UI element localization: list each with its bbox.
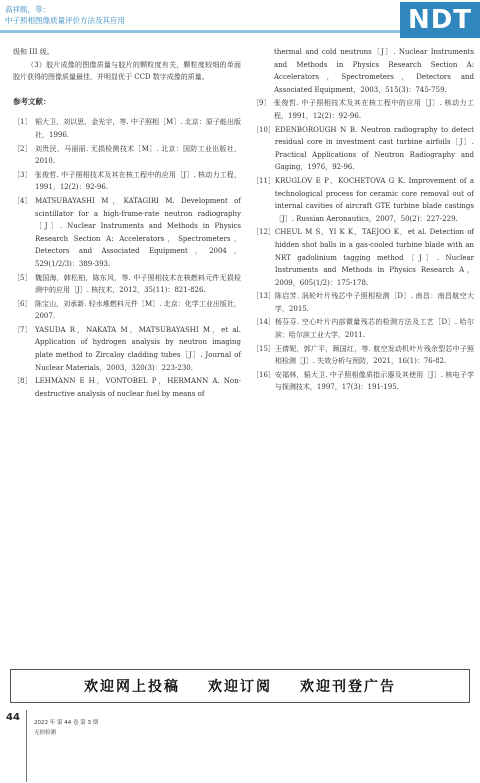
reference-text: 刘贵民，马丽丽. 无损检测技术［M］. 北京：国防工业出版社，2010. [35,144,241,166]
reference-number: ［13］ [252,292,275,301]
reference-text: thermal and cold neutrons［J］. Nuclear Instruments and Methods in Physics Research Section A: Accelerators，Spectrometers，Detectors and Associated Equipment，2003，515(3)：745-759. [274,48,474,94]
reference-text: MATSUBAYASHI M，KATAGIRI M. Development of scintillator for a high-frame-rate neutron radiography［J］. Nuclear Instruments and Methods in Physics Research Section A: Accelerators，Spectrometers，Detectors and Associated Equipment，2004，529(1/2/3)：389-393. [35,196,241,268]
reference-number: ［10］ [252,125,275,134]
banner-advertise: 欢迎刊登广告 [300,679,396,695]
reference-number: ［6］ [13,299,32,308]
reference-text: 韬大卫，刘以思，金光宇，等. 中子照相［M］. 北京：原子能出版社，1996. [35,118,241,139]
reference-text: 张俊哲. 中子照相技术及其在核工程中的应用［J］. 核动力工程，1991，12(2)：92-96. [274,99,474,120]
reference-item [13,169,241,194]
reference-text: 魏国海，韩松柏，陈东风，等. 中子照相技术在核燃料元件无损检测中的应用［J］. 核技术，2012，35(11)：821-826. [35,273,241,295]
reference-item [13,324,241,374]
reference-item [13,195,241,271]
reference-text: 陈宝山，刘承新. 轻水堆燃料元件［M］. 北京：化学工业出版社，2007. [35,299,241,321]
reference-text: YASUDA R，NAKATA M，MATSUBAYASHI M，et al. Application of hydrogen analysis by neutron imaging plate method to Zircaloy cladding tubes［J］. Journal of Nuclear Materials，2003，320(3)：223-230. [35,325,241,372]
page-footer [0,710,480,783]
reference-item [13,116,241,141]
footer-rule [26,710,27,782]
reference-number: ［15］ [252,344,275,353]
reference-number: ［11］ [252,176,275,185]
reference-text: KRUGLOV E P，KOCHETOVA G K. Improvement of a technological process for ceramic core removal out of internal cavities of aircraft GTE turbine blade castings［J］. Russian Aeronautics，2007，50(2)：227-229. [274,176,474,223]
issue-info: 2022 年 第 44 卷 第 3 期 [34,720,99,726]
banner-subscribe: 欢迎订阅 [208,679,272,695]
reference-item [13,298,241,323]
reference-number: ［9］ [252,99,271,108]
reference-item [13,375,241,400]
reference-item [252,226,474,289]
reference-number: ［8］ [13,377,32,386]
reference-number: ［7］ [13,325,32,334]
running-head-authors: 高祥熙，等： [5,5,50,14]
reference-item [13,143,241,168]
reference-text: 张俊哲. 中子照相技术及其在核工程中的应用［J］. 核动力工程，1991，12(2)：92-96. [35,170,241,192]
reference-item [252,316,474,341]
reference-item [252,124,474,174]
ndt-logo: NDT [400,2,480,38]
promo-banner [10,669,470,703]
reference-text: 杨芬芬. 空心叶片内部微量残芯的检测方法及工艺［D］. 哈尔滨：哈尔滨工业大学，2011. [274,318,474,340]
references-list-left [13,116,241,400]
journal-name: 无损检测 [34,730,57,736]
reference-text: CHEUL M S，YI K K，TAEJOO K，et al. Detection of hidden shot balls in a gas-cooled turbine blade with an NRT gadolinium tagging method［J］. Nuclear Instruments and Methods in Physics Research A，2009，605(1/2)：175-178. [274,228,474,287]
reference-item [252,97,474,122]
left-column [13,46,241,401]
header-rule [0,30,400,33]
reference-number: ［4］ [13,196,32,205]
reference-text: 王倩妮，郭广平，顾国红，等. 航空发动机叶片残余型芯中子照相检测［J］. 失效分析与预防，2021，16(1)：76-82. [274,344,474,366]
references-list-right [252,97,474,394]
reference-number: ［12］ [252,228,275,237]
references-heading: 参考文献： [13,96,51,106]
right-column [252,46,474,395]
banner-submit-online: 欢迎网上投稿 [84,679,180,695]
reference-text: LEHMANN E H，VONTOBEL P，HERMANN A. Non-destructive analysis of nuclear fuel by means of [35,377,241,398]
reference-number: ［2］ [13,144,32,153]
reference-item [13,272,241,297]
reference-number: ［3］ [13,170,32,179]
reference-item [252,343,474,368]
reference-number: ［5］ [13,273,32,282]
paragraph-2: （3）胶片成像的图像质量与胶片的颗粒度有关，颗粒度较细的单面胶片获得的图像质量最佳，并明显优于 CCD 数字成像的质量。 [13,60,241,82]
reference-item [252,175,474,225]
running-head-title: 中子照相图像质量评价方法及其应用 [5,16,125,25]
reference-number: ［16］ [252,370,275,379]
page-number: 44 [6,712,20,723]
page-header [0,0,480,38]
reference-item [252,369,474,394]
reference-text: 陈启芳. 涡轮叶片残芯中子照相检测［D］. 南昌：南昌航空大学，2015. [274,292,474,313]
reference-continuation [252,46,474,96]
reference-text: 安福林，韬大卫. 中子照相像质指示器及其使用［J］. 核电子学与探测技术，1997，17(3)：191-195. [274,370,474,392]
reference-number: ［14］ [252,318,275,327]
reference-text: EDENBOROUGH N B. Neutron radiography to detect residual core in investment cast turbine airfoils［J］. Practical Applications of Neutron Radiography and Gaging，1976，92-96. [274,125,474,172]
reference-item [252,290,474,315]
paragraph-1: 级和 III 级。 [13,48,54,56]
reference-number: ［1］ [13,118,32,127]
